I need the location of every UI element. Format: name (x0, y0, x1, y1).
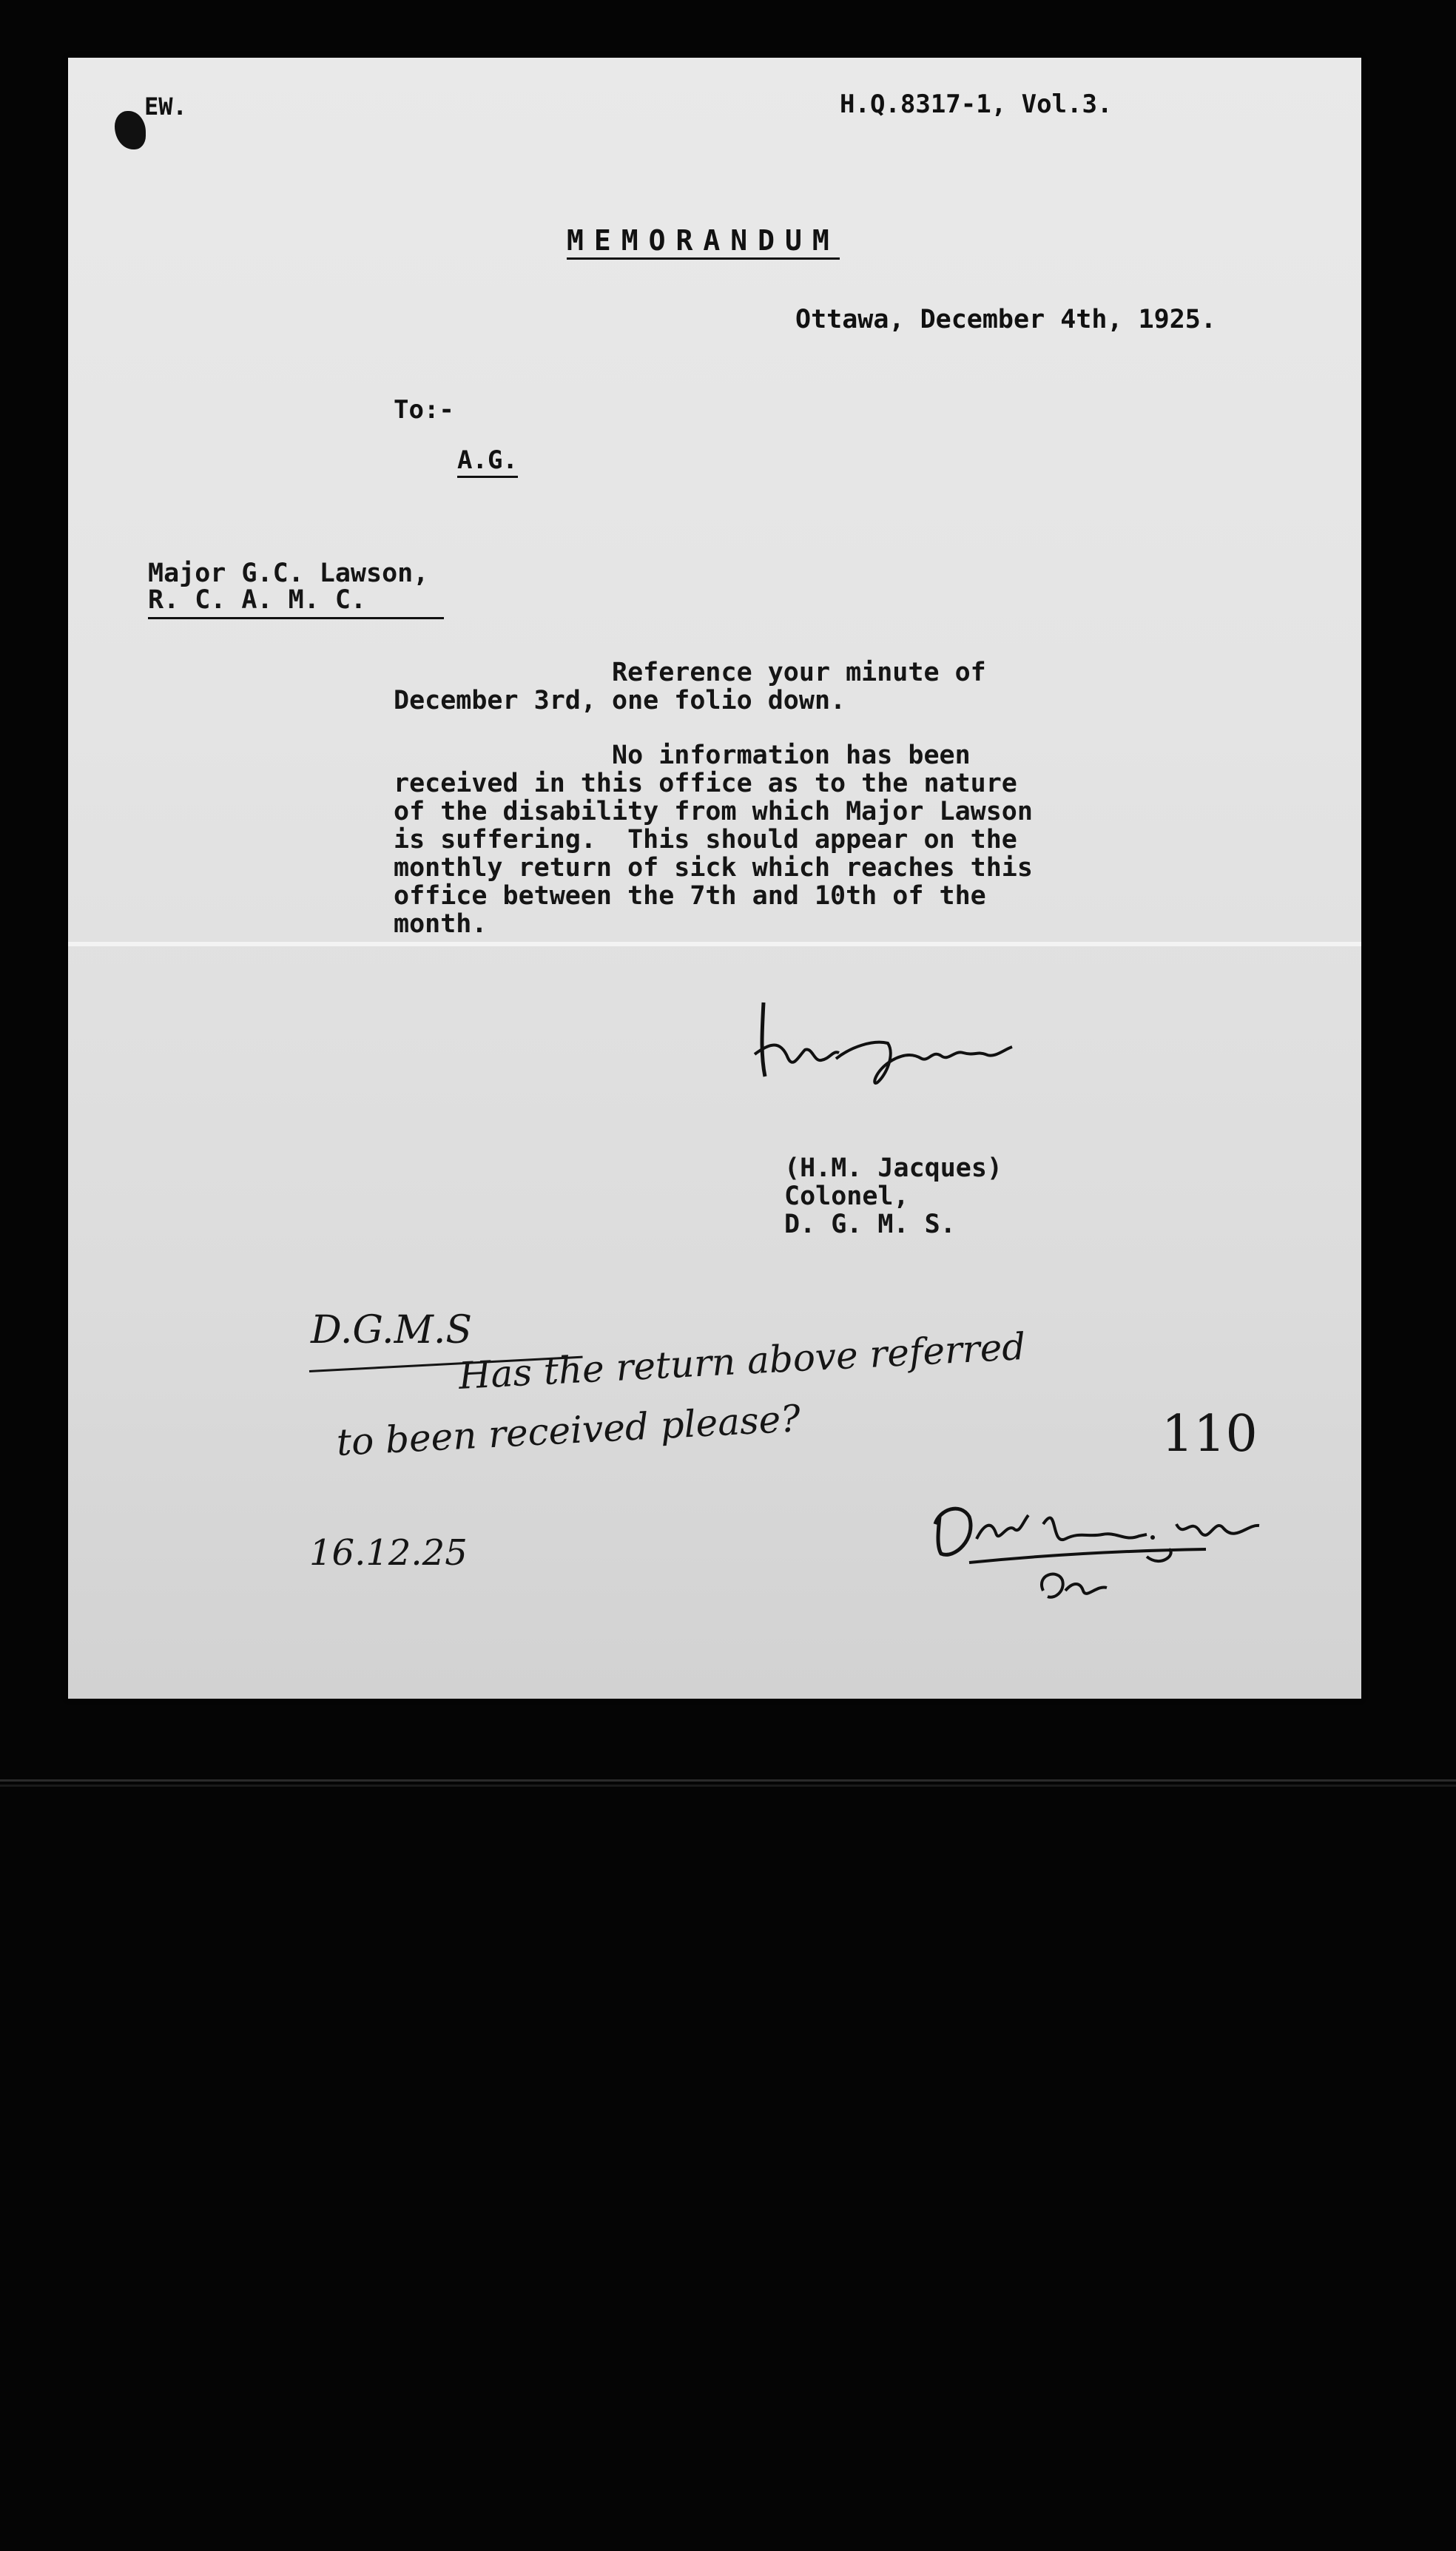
body-line: Reference your minute of (394, 658, 986, 687)
body-line: of the disability from which Major Lawson (394, 797, 1033, 826)
file-reference: H.Q.8317-1, Vol.3. (840, 90, 1113, 119)
body-line: December 3rd, one folio down. (394, 686, 846, 715)
page-title: MEMORANDUM (567, 226, 840, 260)
subject-name: Major G.C. Lawson, (148, 559, 429, 588)
handwritten-line-2: to been received please? (335, 1397, 802, 1464)
place-date: Ottawa, December 4th, 1925. (795, 305, 1216, 334)
signatory-name: (H.M. Jacques) (784, 1153, 1003, 1183)
body-line: month. (394, 909, 488, 939)
handwritten-signature-2 (925, 1480, 1339, 1628)
handwritten-addressee: D.G.M.S (311, 1308, 472, 1352)
recipient: A.G. (457, 448, 518, 478)
body-line: monthly return of sick which reaches this (394, 853, 1033, 883)
body-line: is suffering. This should appear on the (394, 825, 1017, 855)
subject-unit: R. C. A. M. C. (148, 586, 444, 619)
handwritten-signature (747, 988, 1043, 1091)
body-line: office between the 7th and 10th of the (394, 881, 986, 911)
film-band (0, 1785, 1456, 1787)
handwritten-date: 16.12.25 (309, 1532, 468, 1574)
signatory-rank: Colonel, (784, 1182, 909, 1211)
to-label: To:- (394, 395, 454, 425)
typist-initials: EW. (144, 92, 187, 121)
body-line: No information has been (394, 741, 971, 770)
handwritten-number: 110 (1162, 1405, 1258, 1463)
film-band (0, 1779, 1456, 1782)
body-line: received in this office as to the nature (394, 769, 1017, 798)
handwritten-line-1: Has the return above referred (457, 1324, 1027, 1398)
signatory-office: D. G. M. S. (784, 1210, 956, 1239)
